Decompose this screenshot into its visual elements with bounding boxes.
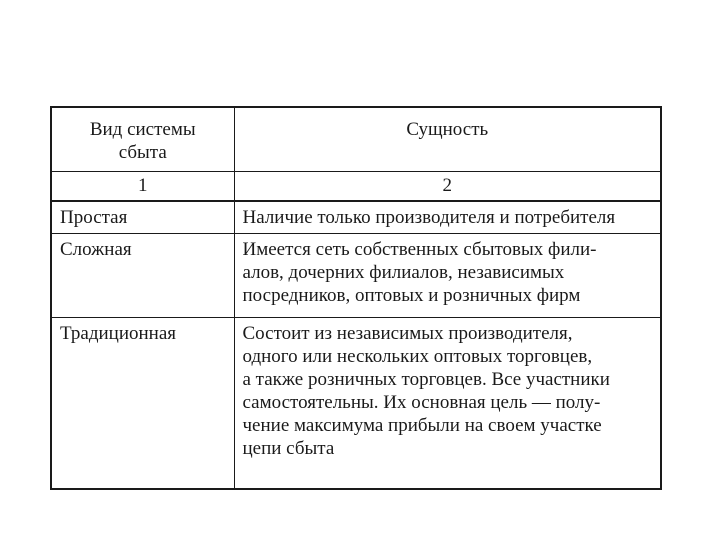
header-essence-label: Сущность bbox=[406, 119, 489, 140]
desc-line: самостоятельны. Их основная цель — полу- bbox=[242, 391, 601, 413]
sales-systems-table bbox=[50, 106, 662, 490]
desc-line: Наличие только производителя и потребителя bbox=[242, 207, 616, 228]
desc-line: алов, дочерних филиалов, независимых bbox=[242, 261, 565, 283]
column-number-1: 1 bbox=[51, 171, 234, 201]
header-system-type-line-1: Вид системы bbox=[89, 119, 196, 140]
header-essence bbox=[234, 107, 661, 171]
row-desc-complex bbox=[234, 233, 661, 317]
table-row bbox=[51, 233, 661, 317]
row-type-traditional: Традиционная bbox=[51, 317, 234, 489]
header-system-type-line-2: сбыта bbox=[118, 142, 167, 163]
row-type-complex: Сложная bbox=[51, 233, 234, 317]
sales-systems-table-container bbox=[50, 106, 660, 490]
desc-line: Состоит из независимых производителя, bbox=[242, 322, 573, 344]
desc-line: цепи сбыта bbox=[242, 437, 335, 459]
desc-line: одного или нескольких оптовых торговцев, bbox=[242, 345, 593, 367]
desc-line: посредников, оптовых и розничных фирм bbox=[242, 284, 581, 306]
row-type-simple: Простая bbox=[51, 201, 234, 233]
desc-line: чение максимума прибыли на своем участке bbox=[242, 414, 602, 436]
header-row bbox=[51, 107, 661, 171]
row-desc-simple bbox=[234, 201, 661, 233]
column-number-2: 2 bbox=[234, 171, 661, 201]
header-system-type bbox=[51, 107, 234, 171]
table-row bbox=[51, 317, 661, 489]
row-desc-traditional bbox=[234, 317, 661, 489]
table-row bbox=[51, 201, 661, 233]
desc-line: а также розничных торговцев. Все участники bbox=[242, 368, 610, 390]
column-number-row bbox=[51, 171, 661, 201]
desc-line: Имеется сеть собственных сбытовых фили- bbox=[242, 238, 597, 260]
